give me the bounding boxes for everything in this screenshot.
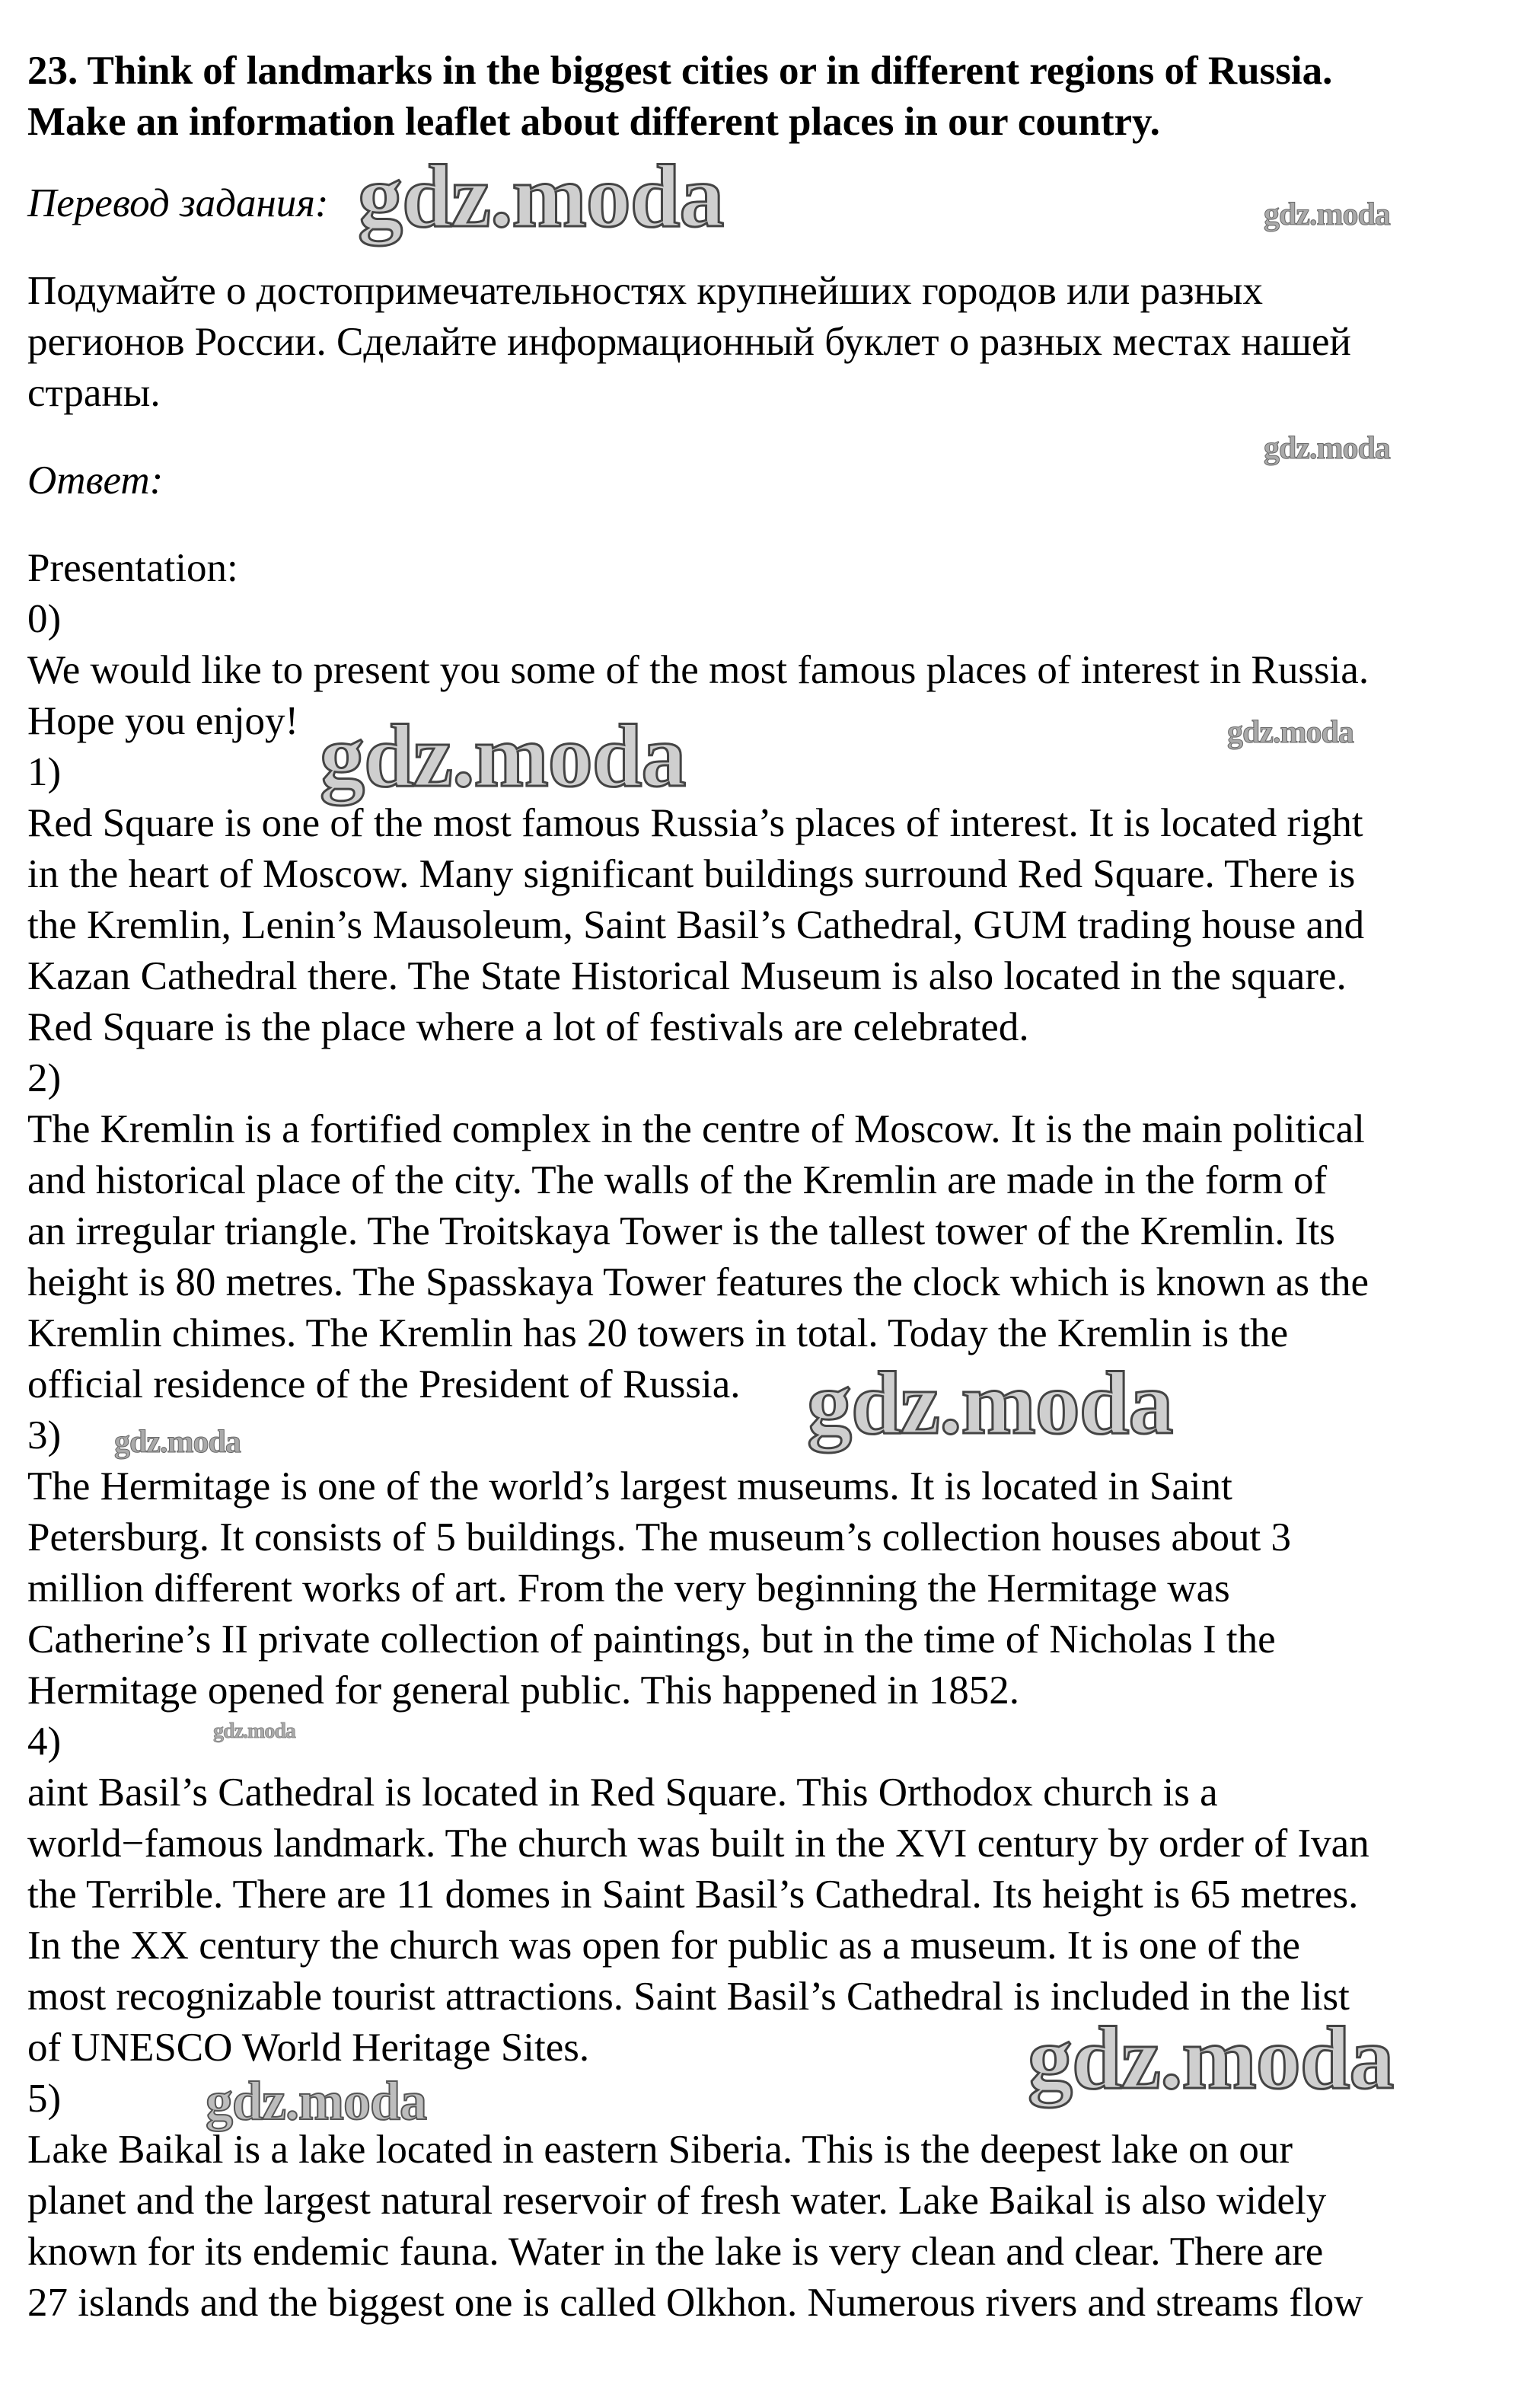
answer-line: known for its endemic fauna. Water in the lake is very clean and clear. There are: [27, 2230, 1324, 2274]
answer-line: Hope you enjoy!: [27, 699, 299, 743]
watermark-logo: gdz.moda: [1264, 431, 1390, 466]
answer-line: of UNESCO World Heritage Sites.: [27, 2026, 590, 2070]
answer-line: 1): [27, 750, 62, 794]
answer-line: Lake Baikal is a lake located in eastern Siberia. This is the deepest lake on our: [27, 2128, 1293, 2172]
answer-line: Kremlin chimes. The Kremlin has 20 towers in total. Today the Kremlin is the: [27, 1311, 1289, 1355]
translation-line-1: Подумайте о достопримечательностях крупнейших городов или разных: [27, 269, 1263, 313]
answer-line: most recognizable tourist attractions. Saint Basil’s Cathedral is included in the list: [27, 1975, 1350, 2019]
answer-body: [27, 543, 1519, 2329]
answer-line: Petersburg. It consists of 5 buildings. The museum’s collection houses about 3: [27, 1515, 1292, 1560]
watermark-logo: gdz.moda: [206, 2070, 427, 2131]
translation-line-3: страны.: [27, 371, 161, 415]
answer-line: 5): [27, 2077, 62, 2121]
watermark-logo: gdz.moda: [807, 1353, 1173, 1453]
watermark-logo: gdz.moda: [213, 1719, 295, 1743]
answer-line: 3): [27, 1413, 62, 1457]
answer-line: Kazan Cathedral there. The State Historical Museum is also located in the square.: [27, 954, 1347, 998]
answer-line: official residence of the President of Russia.: [27, 1362, 741, 1406]
watermark-logo: gdz.moda: [114, 1425, 241, 1460]
answer-line: We would like to present you some of the most famous places of interest in Russia.: [27, 648, 1369, 692]
answer-line: 27 islands and the biggest one is called Olkhon. Numerous rivers and streams flow: [27, 2281, 1363, 2325]
answer-line: aint Basil’s Cathedral is located in Red Square. This Orthodox church is a: [27, 1770, 1218, 1815]
answer-line: in the heart of Moscow. Many significant buildings surround Red Square. There is: [27, 852, 1356, 896]
translation-line-2: регионов России. Сделайте информационный буклет о разных местах нашей: [27, 320, 1351, 364]
answer-line: million different works of art. From the very beginning the Hermitage was: [27, 1566, 1230, 1611]
task-title-line-1: 23. Think of landmarks in the biggest cities or in different regions of Russia.: [27, 49, 1333, 93]
answer-line: 4): [27, 1719, 62, 1764]
answer-line: Catherine’s II private collection of paintings, but in the time of Nicholas I the: [27, 1617, 1276, 1662]
answer-line: the Terrible. There are 11 domes in Saint Basil’s Cathedral. Its height is 65 metres.: [27, 1872, 1359, 1917]
answer-line: world−famous landmark. The church was built in the XVI century by order of Ivan: [27, 1821, 1369, 1866]
translation-label: Перевод задания:: [27, 181, 329, 225]
document-page: [27, 46, 1519, 2329]
answer-line: and historical place of the city. The walls of the Kremlin are made in the form of: [27, 1158, 1328, 1202]
answer-line: The Kremlin is a fortified complex in the centre of Moscow. It is the main political: [27, 1107, 1365, 1151]
answer-line: Red Square is one of the most famous Russia’s places of interest. It is located right: [27, 801, 1363, 845]
answer-line: 0): [27, 597, 62, 641]
watermark-logo: gdz.moda: [320, 706, 686, 806]
answer-line: 2): [27, 1056, 62, 1100]
answer-line: planet and the largest natural reservoir of fresh water. Lake Baikal is also widely: [27, 2179, 1327, 2223]
answer-line: Hermitage opened for general public. This happened in 1852.: [27, 1668, 1020, 1713]
watermark-logo: gdz.moda: [1028, 2008, 1394, 2108]
answer-line: Presentation:: [27, 546, 238, 590]
watermark-logo: gdz.moda: [1264, 197, 1390, 232]
answer-line: the Kremlin, Lenin’s Mausoleum, Saint Basil’s Cathedral, GUM trading house and: [27, 903, 1365, 947]
answer-line: Red Square is the place where a lot of festivals are celebrated.: [27, 1005, 1029, 1049]
answer-label: Ответ:: [27, 458, 164, 503]
answer-line: height is 80 metres. The Spasskaya Tower features the clock which is known as the: [27, 1260, 1369, 1304]
answer-line: In the XX century the church was open for public as a museum. It is one of the: [27, 1923, 1300, 1968]
answer-line: an irregular triangle. The Troitskaya Tower is the tallest tower of the Kremlin. Its: [27, 1209, 1335, 1253]
answer-line: The Hermitage is one of the world’s largest museums. It is located in Saint: [27, 1464, 1232, 1508]
watermark-logo: gdz.moda: [358, 146, 724, 246]
watermark-logo: gdz.moda: [1227, 715, 1353, 750]
task-title-line-2: Make an information leaflet about different places in our country.: [27, 100, 1160, 144]
